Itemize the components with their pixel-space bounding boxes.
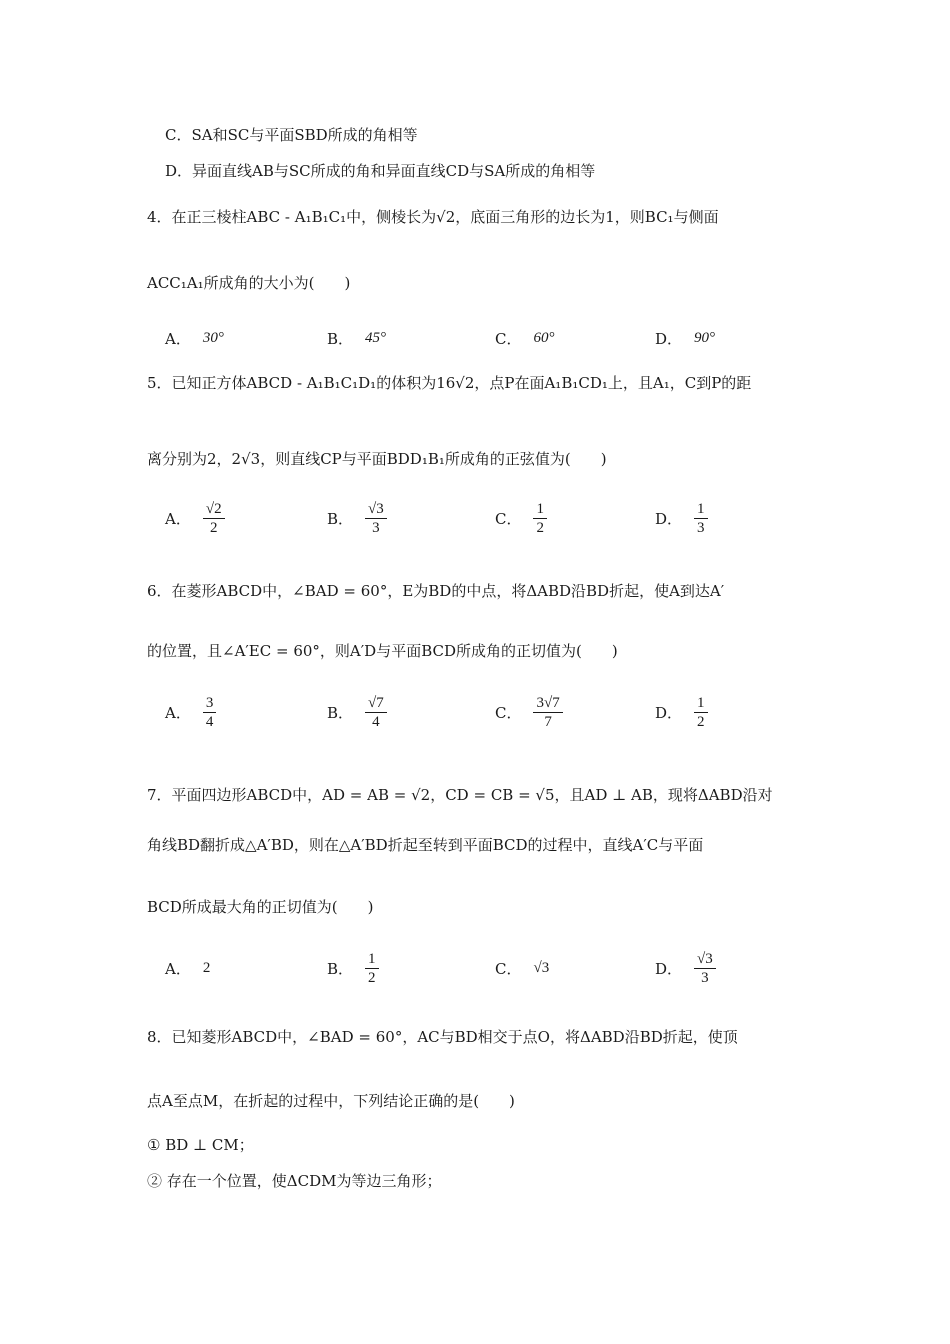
question-7-options	[165, 946, 810, 990]
question-7-line-3: BCD所成最大角的正切值为( )	[147, 898, 374, 916]
q4-option-a: A． 30°	[165, 329, 224, 348]
question-7-line-2: 角线BD翻折成△A′BD，则在△A′BD折起至转到平面BCD的过程中，直线A′C与平面	[147, 836, 704, 854]
question-6-options	[165, 690, 810, 734]
fraction: $\frac{3√7}{7}$	[533, 694, 562, 731]
fraction: $\frac{√7}{4}$	[365, 694, 387, 731]
fraction: $\frac{1}{2}$	[694, 694, 708, 731]
question-8-line-2: 点A至点M，在折起的过程中，下列结论正确的是( )	[147, 1092, 515, 1110]
question-4-options	[165, 316, 810, 360]
question-5-line-1: 5．已知正方体ABCD - A₁B₁C₁D₁的体积为16√2，点P在面A₁B₁CD₁上，且A₁，C到P的距	[147, 374, 752, 392]
q6-option-d: D． $\frac{1}{2}$	[655, 690, 708, 734]
q6-option-c: C． $\frac{3√7}{7}$	[495, 690, 563, 734]
fraction: $\frac{3}{4}$	[203, 694, 217, 731]
q7-option-c: C． √3	[495, 959, 550, 978]
fraction: $\frac{√3}{3}$	[694, 950, 716, 987]
q4-option-c: C． 60°	[495, 329, 555, 348]
question-8-statement-2: ② 存在一个位置，使ΔCDM为等边三角形；	[147, 1172, 442, 1190]
question-7-line-1: 7．平面四边形ABCD中，AD = AB = √2，CD = CB = √5，且AD ⊥ AB，现将ΔABD沿对	[147, 786, 773, 804]
question-5-line-2: 离分别为2，2√3，则直线CP与平面BDD₁B₁所成角的正弦值为( )	[147, 450, 607, 468]
q5-option-a: A． $\frac{√2}{2}$	[165, 496, 225, 540]
fraction: $\frac{√3}{3}$	[365, 500, 387, 537]
fraction: $\frac{1}{3}$	[694, 500, 708, 537]
q5-option-d: D． $\frac{1}{3}$	[655, 496, 708, 540]
q6-option-a: A． $\frac{3}{4}$	[165, 690, 216, 734]
question-8-line-1: 8．已知菱形ABCD中，∠BAD = 60°，AC与BD相交于点O，将ΔABD沿BD折起，使顶	[147, 1028, 738, 1046]
question-6-line-2: 的位置，且∠A′EC = 60°，则A′D与平面BCD所成角的正切值为( )	[147, 642, 618, 660]
question-4-line-2: ACC₁A₁所成角的大小为( )	[147, 274, 351, 292]
question-4-line-1: 4．在正三棱柱ABC - A₁B₁C₁中，侧棱长为√2，底面三角形的边长为1，则BC₁与侧面	[147, 208, 719, 226]
q7-option-a: A． 2	[165, 959, 211, 978]
option-c-text: C．SA和SC与平面SBD所成的角相等	[165, 126, 418, 144]
fraction: $\frac{√2}{2}$	[203, 500, 225, 537]
question-8-statement-1: ① BD ⊥ CM；	[147, 1136, 254, 1154]
option-d-text: D．异面直线AB与SC所成的角和异面直线CD与SA所成的角相等	[165, 162, 596, 180]
fraction: $\frac{1}{2}$	[365, 950, 379, 987]
q5-option-c: C． $\frac{1}{2}$	[495, 496, 547, 540]
q5-option-b: B． $\frac{√3}{3}$	[327, 496, 387, 540]
question-5-options	[165, 496, 810, 540]
q4-option-b: B． 45°	[327, 329, 387, 348]
q7-option-b: B． $\frac{1}{2}$	[327, 946, 379, 990]
q7-option-d: D． $\frac{√3}{3}$	[655, 946, 716, 990]
q4-option-d: D． 90°	[655, 329, 716, 348]
question-6-line-1: 6．在菱形ABCD中，∠BAD = 60°，E为BD的中点，将ΔABD沿BD折起，使A到达A′	[147, 582, 725, 600]
q6-option-b: B． $\frac{√7}{4}$	[327, 690, 387, 734]
fraction: $\frac{1}{2}$	[533, 500, 547, 537]
